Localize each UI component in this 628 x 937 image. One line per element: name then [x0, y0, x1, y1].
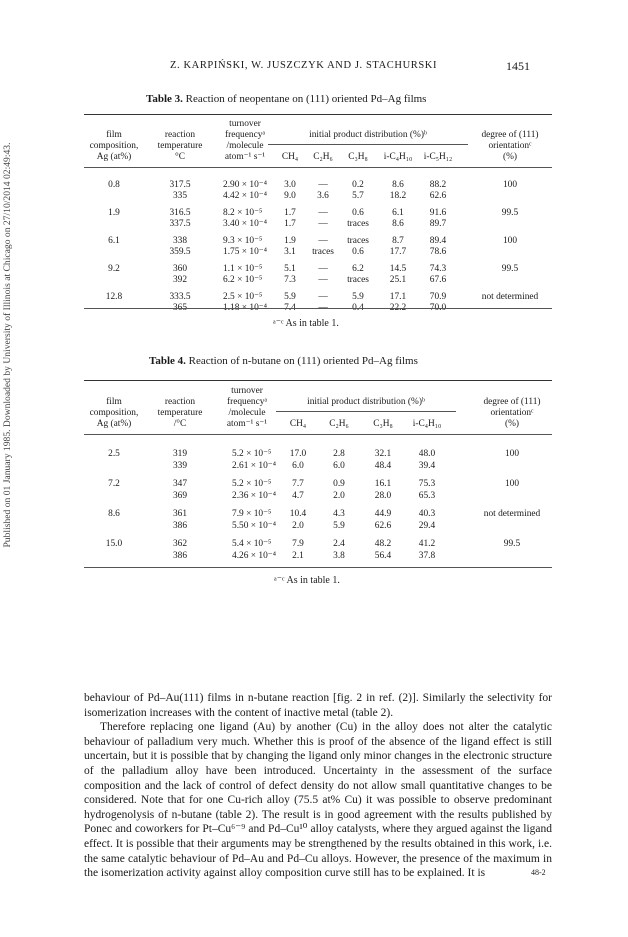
table3-cell: 3.40 × 10⁻⁴ [223, 219, 267, 229]
table4-header-product: C₃H₈ [373, 419, 393, 429]
table4-header-col1-line: Ag (at%) [96, 419, 132, 429]
table3-cell: 100 [502, 236, 518, 246]
table3-header-col1-line: film [106, 130, 122, 140]
table3-cell: 100 [502, 180, 518, 190]
table4-header-col3-line: turnover [231, 386, 263, 396]
table4-cell: 32.1 [374, 449, 392, 459]
table4-header-product: i-C₄H₁₀ [412, 419, 442, 429]
table4-header-col-last-line: orientationᶜ [490, 408, 534, 418]
table3-cell: 25.1 [389, 275, 407, 285]
table3-cell: 1.9 [108, 208, 120, 218]
body-paragraph-1: behaviour of Pd–Au(111) films in n-butane reaction [fig. 2 in ref. (2)]. Similarly the selectivity for isomerization increases with the content of inactive metal (table 2). [84, 692, 552, 719]
table3-cell: 12.8 [105, 292, 123, 302]
table4-header-col-last-line: (%) [504, 419, 520, 429]
table4-cell: 5.2 × 10⁻⁵ [232, 449, 272, 459]
table3-cell: — [318, 292, 328, 302]
table3-cell: 22.2 [389, 303, 407, 313]
table3-cell: 18.2 [389, 191, 407, 201]
table3-cell: 3.0 [284, 180, 296, 190]
table3-cell: 2.90 × 10⁻⁴ [223, 180, 267, 190]
table3-cell: not determined [481, 292, 539, 302]
table3-cell: 89.4 [429, 236, 447, 246]
table3-header-product: C₃H₈ [348, 152, 368, 162]
table3-cell: 6.2 × 10⁻⁵ [223, 275, 263, 285]
table4-cell: 15.0 [105, 539, 123, 549]
table4-cell: 28.0 [374, 491, 392, 501]
table3-header-col1-line: composition, [89, 141, 139, 151]
table4-cell: 2.8 [333, 449, 345, 459]
table3-bottom-rule [84, 308, 552, 309]
table3-cell: 17.1 [389, 292, 407, 302]
table3-cell: 3.6 [317, 191, 329, 201]
table4-title [149, 355, 418, 367]
table4-cell: 48.0 [418, 449, 436, 459]
table4-cell: 7.7 [292, 479, 304, 489]
table3-cell: 89.7 [429, 219, 447, 229]
table3-cell: — [318, 303, 328, 313]
table4-header-product: C₂H₆ [329, 419, 349, 429]
table3-cell: traces [347, 275, 369, 285]
table4-cell: 16.1 [374, 479, 392, 489]
table3-header-col3-line: /molecule [226, 141, 264, 151]
table3-cell: — [318, 219, 328, 229]
table4-cell: 3.8 [333, 551, 345, 561]
table4-header-product-group: initial product distribution (%)ᵇ [307, 397, 425, 407]
table4-cell: 100 [504, 449, 520, 459]
table3-header-col3-line: frequencyᵃ [224, 130, 266, 140]
table3-header-col2-line: °C [174, 152, 185, 162]
table3-cell: 1.7 [284, 208, 296, 218]
table4-cell: 4.3 [333, 509, 345, 519]
table3-header-product: CH₄ [281, 152, 299, 162]
table4-caption: Reaction of n-butane on (111) oriented Pd–Ag films [188, 355, 418, 367]
table4-cell: 2.61 × 10⁻⁴ [232, 461, 276, 471]
table3-cell: 88.2 [429, 180, 447, 190]
table4-cell: 41.2 [418, 539, 436, 549]
table4-cell: 362 [172, 539, 188, 549]
table4-cell: 2.0 [333, 491, 345, 501]
download-notice [2, 90, 16, 600]
table3-cell: 9.2 [108, 264, 120, 274]
table4-cell: 386 [172, 551, 188, 561]
table4-cell: 5.9 [333, 521, 345, 531]
table4-cell: 10.4 [289, 509, 307, 519]
table4-cell: 361 [172, 509, 188, 519]
table3-cell: 316.5 [169, 208, 191, 218]
table3-cell: 392 [172, 275, 188, 285]
table4-cell: 40.3 [418, 509, 436, 519]
table3-cell: 4.42 × 10⁻⁴ [223, 191, 267, 201]
table4-footnote: ᵃ⁻ᶜ As in table 1. [274, 575, 340, 586]
table3-header-col-last-line: orientationᶜ [488, 141, 532, 151]
running-head: Z. KARPIŃSKI, W. JUSZCZYK AND J. STACHURSKI [170, 60, 438, 71]
table3-header-col2-line: temperature [157, 141, 203, 151]
table3-cell: 1.7 [284, 219, 296, 229]
table4-cell: 62.6 [374, 521, 392, 531]
table4-cell: 39.4 [418, 461, 436, 471]
table3-cell: 1.75 × 10⁻⁴ [223, 247, 267, 257]
table3-cell: 8.6 [392, 219, 404, 229]
table3-header-col1-line: Ag (at%) [96, 152, 132, 162]
table4-cell: 29.4 [418, 521, 436, 531]
download-notice-text: Published on 01 January 1985. Downloaded by University of Illinois at Chicago on 27/10/2014 02:49:43. [2, 142, 13, 548]
table4-header-col-last-line: degree of (111) [483, 397, 541, 407]
table4-top-rule [84, 380, 552, 381]
table3-cell: 0.4 [352, 303, 364, 313]
table4-header-col2-line: temperature [157, 408, 203, 418]
table4-cell: 7.9 × 10⁻⁵ [232, 509, 272, 519]
table4-cell: 17.0 [289, 449, 307, 459]
table3-cell: 14.5 [389, 264, 407, 274]
table4-cell: 5.50 × 10⁻⁴ [232, 521, 276, 531]
table3-cell: — [318, 264, 328, 274]
table4-header-col3-line: /molecule [228, 408, 266, 418]
table3-caption: Reaction of neopentane on (111) oriented Pd–Ag films [185, 93, 427, 105]
table3-cell: traces [312, 247, 334, 257]
table3-cell: — [318, 180, 328, 190]
table3-cell: 70.9 [429, 292, 447, 302]
table4-cell: 2.36 × 10⁻⁴ [232, 491, 276, 501]
table3-cell: 317.5 [169, 180, 191, 190]
table3-cell: 6.1 [108, 236, 120, 246]
table4-cell: 347 [172, 479, 188, 489]
table3-header-col-last-line: (%) [502, 152, 518, 162]
table3-header-product: i-C₅H₁₂ [423, 152, 453, 162]
table3-cell: 8.2 × 10⁻⁵ [223, 208, 263, 218]
body-paragraph-2: Therefore replacing one ligand (Au) by another (Cu) in the alloy does not alter the catalytic behaviour of palladium very much. Whether this is proof of the absence of the ligand effect is still uncertain, but it is possible that by changing the ligand only minor changes in the electronic structure of the palladium alloy have been introduced. Uncertainty in the assessment of the surface composition and the lack of control of defect density do not allow small quantitative changes to be considered. Note that for one Cu-rich alloy (75.5 at% Cu) it was possible to observe predominant hydrogenolysis of n-butane (table 2). The result is in good agreement with the results published by Ponec and coworkers for Pt–Cu⁶⁻⁹ and Pd–Cu¹⁰ alloy catalysts, where they argued against the ligand effect. It is possible that their arguments may be strengthened by the results obtained in this work, i.e. the same catalytic behaviour of Pd–Au and Pd–Cu alloys. However, the presence of the maximum in the isomerization activity against alloy composition curve still has to be explained. It is [84, 721, 552, 880]
table3-cell: 99.5 [501, 264, 519, 274]
table3-cell: 2.5 × 10⁻⁵ [223, 292, 263, 302]
table3-cell: 6.2 [352, 264, 364, 274]
table3-cell: 74.3 [429, 264, 447, 274]
table3-cell: 7.3 [284, 275, 296, 285]
table4-cell: 386 [172, 521, 188, 531]
table4-cell: 4.7 [292, 491, 304, 501]
table4-cell: 7.2 [108, 479, 120, 489]
table4-cell: 319 [172, 449, 188, 459]
table4-header-product: CH₄ [289, 419, 307, 429]
table4-header-col3-line: atom⁻¹ s⁻¹ [226, 419, 268, 429]
table4-cell: 2.1 [292, 551, 304, 561]
table3-cell: 359.5 [169, 247, 191, 257]
table3-cell: 78.6 [429, 247, 447, 257]
table3-cell: traces [347, 236, 369, 246]
table3-cell: 5.7 [352, 191, 364, 201]
table3-header-product-group: initial product distribution (%)ᵇ [309, 130, 427, 140]
table3-cell: 67.6 [429, 275, 447, 285]
table3-cell: 1.18 × 10⁻⁴ [223, 303, 267, 313]
table3-header-product: i-C₄H₁₀ [383, 152, 413, 162]
table4-cell: 2.0 [292, 521, 304, 531]
table3-cell: 7.4 [284, 303, 296, 313]
page-code: 48-2 [531, 868, 546, 877]
table4-cell: 6.0 [292, 461, 304, 471]
page-number: 1451 [506, 59, 530, 73]
table3-cell: 9.3 × 10⁻⁵ [223, 236, 263, 246]
table3-cell: 1.1 × 10⁻⁵ [223, 264, 263, 274]
table3-label: Table 3. [146, 93, 183, 105]
table3-header-product: C₂H₆ [313, 152, 333, 162]
table3-header-col3-line: turnover [229, 119, 261, 129]
table4-cell: 100 [504, 479, 520, 489]
table3-cell: 70.0 [429, 303, 447, 313]
table4-header-col3-line: frequencyᵃ [226, 397, 268, 407]
table3-cell: 0.8 [108, 180, 120, 190]
table3-header-rule [84, 167, 552, 168]
table3-cell: 5.9 [284, 292, 296, 302]
table3-header-col2-line: reaction [164, 130, 196, 140]
table3-header-col-last-line: degree of (111) [481, 130, 539, 140]
table4-header-col1-line: film [106, 397, 122, 407]
table3-header-col3-line: atom⁻¹ s⁻¹ [224, 152, 266, 162]
table4-label: Table 4. [149, 355, 186, 367]
table3-footnote: ᵃ⁻ᶜ As in table 1. [273, 318, 339, 329]
table4-cell: 48.4 [374, 461, 392, 471]
table3-cell: — [318, 236, 328, 246]
table4-cell: 99.5 [503, 539, 521, 549]
table4-cell: 4.26 × 10⁻⁴ [232, 551, 276, 561]
table3-cell: 9.0 [284, 191, 296, 201]
table3-cell: 8.6 [392, 180, 404, 190]
table4-cell: 65.3 [418, 491, 436, 501]
table3-cell: 0.2 [352, 180, 364, 190]
table4-cell: 8.6 [108, 509, 120, 519]
table4-header-col1-line: composition, [89, 408, 139, 418]
table4-cell: 6.0 [333, 461, 345, 471]
table3-cell: — [318, 275, 328, 285]
table3-cell: — [318, 208, 328, 218]
table3-title [146, 93, 426, 105]
table4-product-group-rule [276, 411, 456, 412]
table4-cell: not determined [483, 509, 541, 519]
table3-cell: 365 [172, 303, 188, 313]
table4-cell: 2.4 [333, 539, 345, 549]
table4-cell: 5.2 × 10⁻⁵ [232, 479, 272, 489]
table4-cell: 56.4 [374, 551, 392, 561]
table3-cell: 360 [172, 264, 188, 274]
table4-bottom-rule [84, 567, 552, 568]
table3-cell: 0.6 [352, 208, 364, 218]
table4-header-rule [84, 434, 552, 435]
table4-cell: 5.4 × 10⁻⁵ [232, 539, 272, 549]
body-text [84, 691, 552, 881]
table4-cell: 48.2 [374, 539, 392, 549]
table4-cell: 44.9 [374, 509, 392, 519]
table3-top-rule [84, 114, 552, 115]
table3-cell: 99.5 [501, 208, 519, 218]
table3-cell: 8.7 [392, 236, 404, 246]
table4-cell: 75.3 [418, 479, 436, 489]
table3-cell: 337.5 [169, 219, 191, 229]
table3-cell: 338 [172, 236, 188, 246]
table4-cell: 369 [172, 491, 188, 501]
table4-cell: 37.8 [418, 551, 436, 561]
table4-header-col2-line: reaction [164, 397, 196, 407]
table3-cell: traces [347, 219, 369, 229]
table4-header-col2-line: /°C [173, 419, 187, 429]
table4-cell: 2.5 [108, 449, 120, 459]
table3-cell: 91.6 [429, 208, 447, 218]
table3-product-group-rule [268, 144, 468, 145]
table4-cell: 0.9 [333, 479, 345, 489]
table4-cell: 7.9 [292, 539, 304, 549]
table3-cell: 333.5 [169, 292, 191, 302]
table4-cell: 339 [172, 461, 188, 471]
table3-cell: 17.7 [389, 247, 407, 257]
table3-cell: 6.1 [392, 208, 404, 218]
table3-cell: 0.6 [352, 247, 364, 257]
table3-cell: 5.9 [352, 292, 364, 302]
table3-cell: 3.1 [284, 247, 296, 257]
table3-cell: 62.6 [429, 191, 447, 201]
table3-cell: 5.1 [284, 264, 296, 274]
table3-cell: 335 [172, 191, 188, 201]
table3-cell: 1.9 [284, 236, 296, 246]
